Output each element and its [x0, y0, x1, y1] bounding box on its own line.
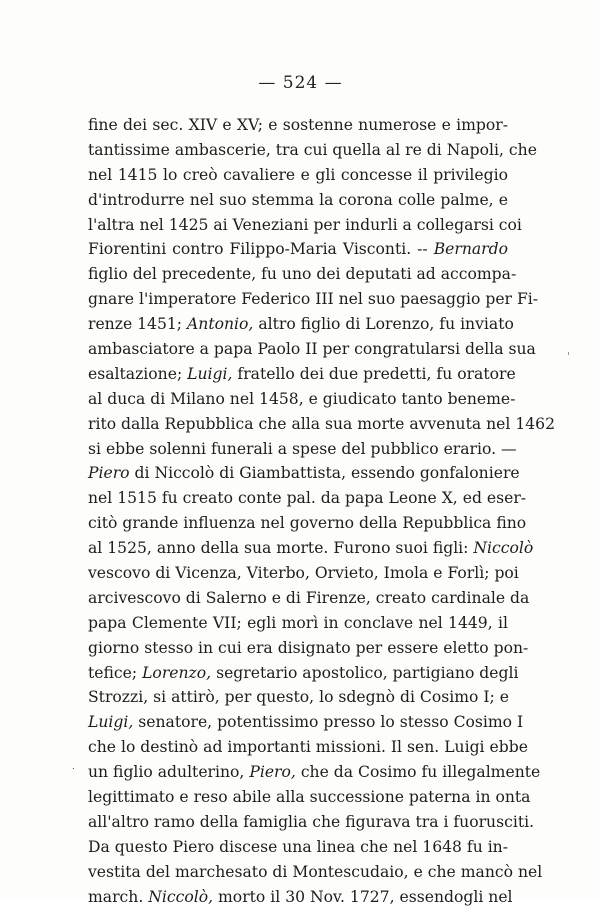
- text-line: [88, 685, 508, 710]
- margin-dot: .: [72, 762, 75, 772]
- text-line: [88, 561, 519, 586]
- italic-name: Antonio,: [187, 315, 254, 334]
- italic-name: Piero: [88, 464, 130, 483]
- text-segment: rito dalla Repubblica che alla sua morte avvenuta nel 1462: [88, 414, 555, 433]
- text-segment: vescovo di Vicenza, Viterbo, Orvieto, Imola e Forlì; poi: [88, 564, 519, 583]
- italic-name: Niccolò: [473, 539, 534, 558]
- text-segment: vestita del marchesato di Montescudaio, e che mancò nel: [88, 862, 543, 881]
- text-line: [88, 412, 555, 437]
- text-line: [88, 163, 508, 188]
- italic-name: Piero,: [249, 763, 296, 782]
- text-segment: fine dei sec. XIV e XV; e sostenne numerose e impor-: [88, 116, 508, 134]
- text-line: [88, 337, 536, 362]
- page-number: — 524 —: [258, 73, 343, 93]
- text-segment: altro figlio di Lorenzo, fu inviato: [253, 315, 514, 334]
- text-line: [88, 362, 516, 387]
- text-segment: tantissime ambascerie, tra cui quella al re di Napoli, che: [88, 140, 537, 159]
- text-body: [88, 113, 555, 910]
- text-line: [88, 636, 529, 661]
- text-line: [88, 860, 543, 885]
- text-segment: un figlio adulterino,: [88, 763, 250, 782]
- italic-name: Niccolò,: [148, 887, 214, 906]
- text-line: [88, 885, 513, 910]
- text-line: [88, 287, 539, 312]
- text-line: [88, 536, 534, 561]
- text-segment: di Niccolò di Giambattista, essendo gonfaloniere: [129, 464, 520, 483]
- text-segment: ambasciatore a papa Paolo II per congratularsi della sua: [88, 340, 536, 359]
- text-segment: giorno stesso in cui era disignato per essere eletto pon-: [88, 638, 529, 657]
- text-segment: arcivescovo di Salerno e di Firenze, creato cardinale da: [88, 588, 530, 607]
- text-segment: Strozzi, si attirò, per questo, lo sdegnò di Cosimo I; e: [88, 688, 509, 707]
- text-line: [88, 237, 508, 262]
- text-line: [88, 810, 535, 835]
- text-segment: all'altro ramo della famiglia che figurava tra i fuorusciti.: [88, 812, 535, 831]
- text-segment: segretario apostolico, partigiano degli: [211, 663, 519, 682]
- text-line: [88, 710, 524, 735]
- text-segment: esaltazione;: [88, 364, 188, 383]
- text-line: [88, 735, 528, 760]
- text-segment: l'altra nel 1425 ai Veneziani per indurli a collegarsi coi: [88, 215, 522, 234]
- text-line: [88, 138, 537, 163]
- text-segment: che da Cosimo fu illegalmente: [295, 763, 541, 782]
- text-line: [88, 188, 508, 213]
- text-line: [88, 262, 517, 287]
- text-segment: renze 1451;: [88, 315, 188, 334]
- text-segment: figlio del precedente, fu uno dei deputati ad accompa-: [88, 265, 517, 284]
- italic-name: Luigi,: [88, 713, 134, 732]
- text-segment: Da questo Piero discese una linea che nel 1648 fu in-: [88, 837, 508, 856]
- text-segment: si ebbe solenni funerali a spese del pubblico erario. —: [88, 439, 517, 458]
- text-segment: march.: [88, 887, 149, 906]
- text-line: [88, 113, 508, 138]
- text-line: [88, 387, 516, 412]
- text-segment: al 1525, anno della sua morte. Furono suoi figli:: [88, 539, 474, 558]
- text-segment: papa Clemente VII; egli morì in conclave nel 1449, il: [88, 613, 508, 632]
- text-line: [88, 486, 527, 511]
- text-line: [88, 437, 517, 462]
- italic-name: Luigi,: [187, 364, 233, 383]
- italic-name: Lorenzo,: [142, 663, 212, 682]
- text-segment: legittimato e reso abile alla successione paterna in onta: [88, 788, 531, 807]
- text-segment: nel 1415 lo creò cavaliere e gli concesse il privilegio: [88, 165, 508, 184]
- text-segment: d'introdurre nel suo stemma la corona colle palme, e: [88, 190, 508, 209]
- text-segment: senatore, potentissimo presso lo stesso Cosimo I: [133, 713, 524, 732]
- text-line: [88, 611, 508, 636]
- text-line: [88, 312, 514, 337]
- italic-name: Bernardo: [433, 240, 508, 259]
- text-segment: fratello dei due predetti, fu oratore: [232, 364, 516, 383]
- text-segment: nel 1515 fu creato conte pal. da papa Leone X, ed eser-: [88, 489, 527, 508]
- text-segment: Fiorentini contro Filippo-Maria Visconti. --: [88, 240, 434, 259]
- text-line: [88, 661, 519, 686]
- text-line: [88, 461, 520, 486]
- text-segment: al duca di Milano nel 1458, e giudicato tanto beneme-: [88, 389, 516, 408]
- text-line: [88, 785, 531, 810]
- text-segment: citò grande influenza nel governo della Repubblica fino: [88, 514, 527, 533]
- text-segment: che lo destinò ad importanti missioni. Il sen. Luigi ebbe: [88, 738, 528, 757]
- text-segment: gnare l'imperatore Federico III nel suo paesaggio per Fi-: [88, 290, 539, 309]
- text-line: [88, 586, 530, 611]
- text-segment: tefice;: [88, 663, 143, 682]
- margin-mark: ': [567, 350, 571, 363]
- text-segment: morto il 30 Nov. 1727, essendogli nel: [213, 887, 513, 906]
- text-line: [88, 213, 522, 238]
- text-line: [88, 511, 527, 536]
- text-line: [88, 835, 508, 860]
- text-line: [88, 760, 541, 785]
